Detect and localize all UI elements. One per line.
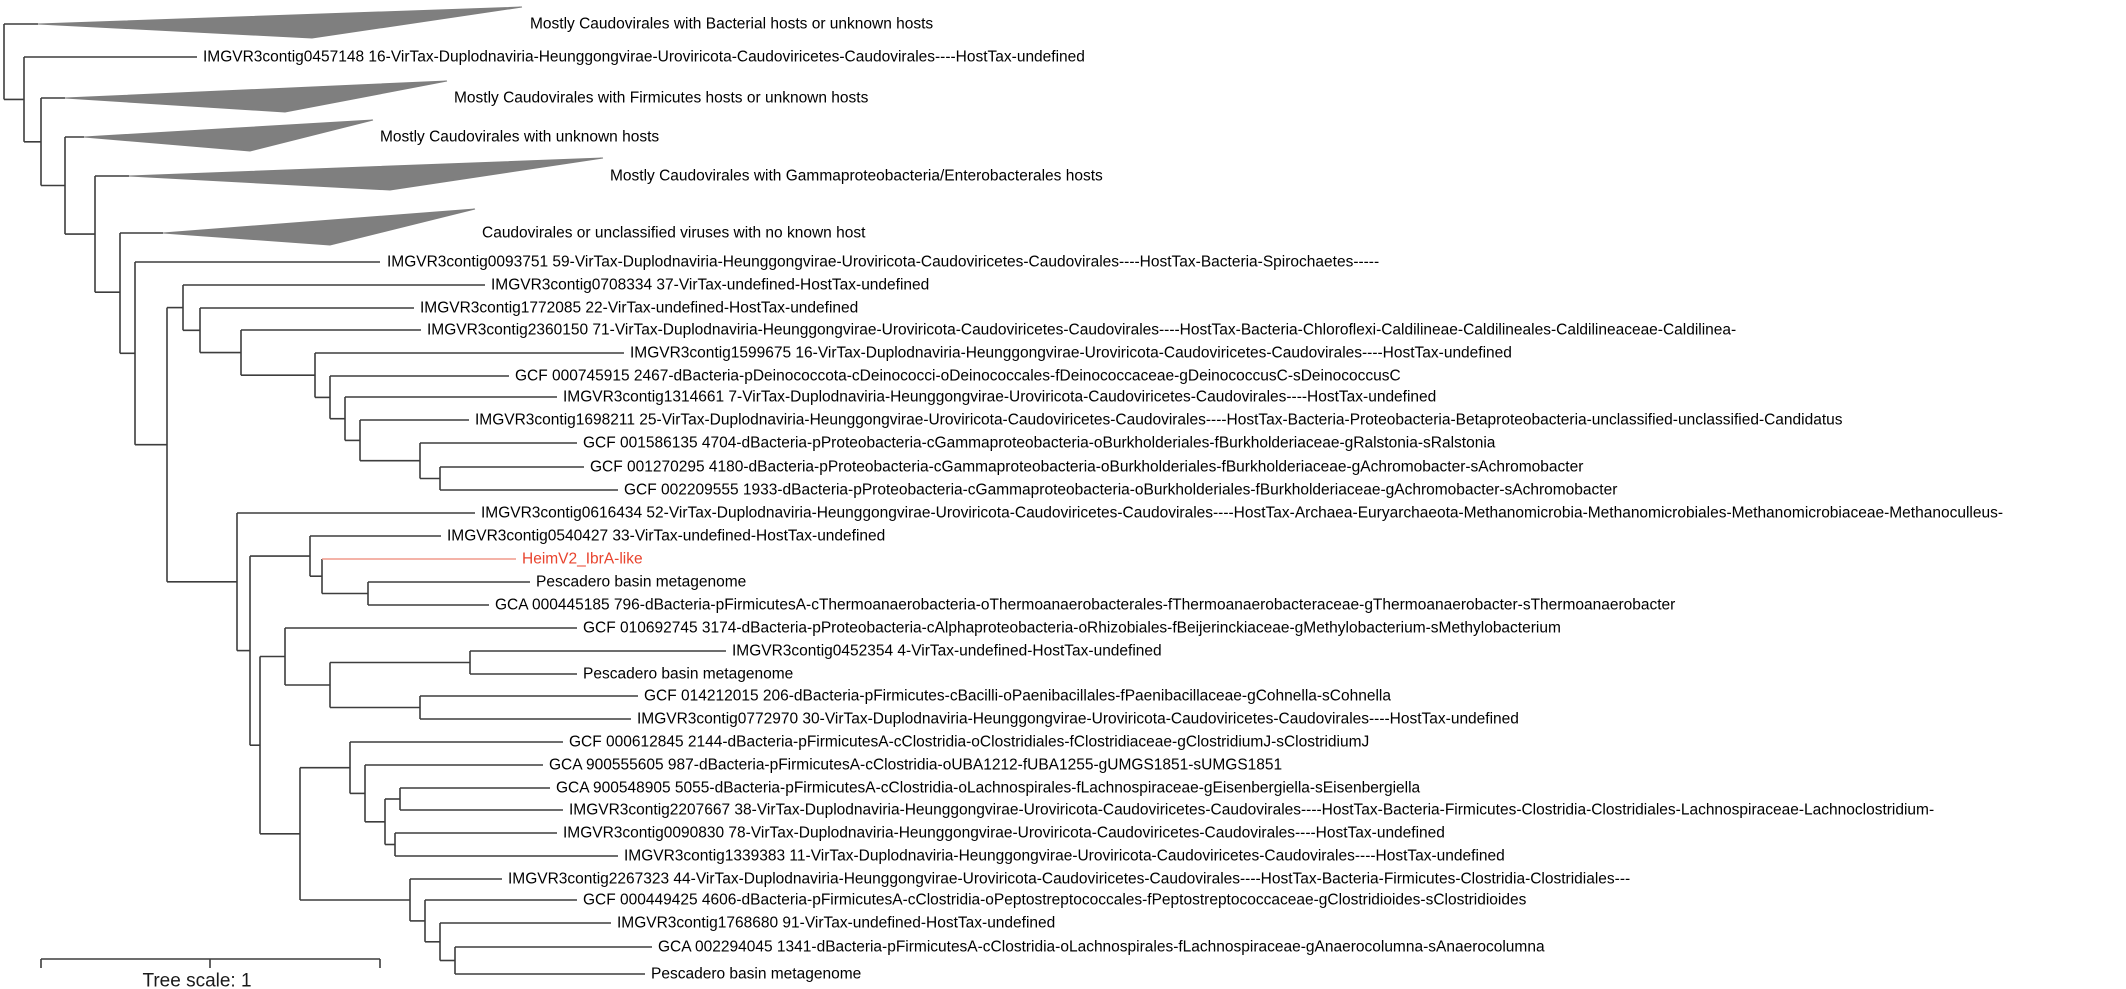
leaf-label: IMGVR3contig0540427 33-VirTax-undefined-HostTax-undefined [447, 527, 886, 545]
clade-label: Mostly Caudovirales with Gammaproteobacteria/Enterobacterales hosts [610, 167, 1103, 185]
collapsed-clade-triangle [38, 7, 522, 38]
leaf-label: GCF 000449425 4606-dBacteria-pFirmicutesA-cClostridia-oPeptostreptococcales-fPeptostreptococcaceae-gClostridioides-sClostridioides [583, 891, 1527, 909]
leaf-label: IMGVR3contig1339383 11-VirTax-Duplodnaviria-Heunggongvirae-Uroviricota-Caudoviricetes-Caudovirales----HostTax-undefined [624, 847, 1505, 865]
leaf-label: IMGVR3contig0090830 78-VirTax-Duplodnaviria-Heunggongvirae-Uroviricota-Caudoviricetes-Caudovirales----HostTax-undefined [563, 824, 1445, 842]
leaf-label: Pescadero basin metagenome [651, 965, 862, 983]
collapsed-clade-triangle [65, 81, 447, 112]
leaf-label: Pescadero basin metagenome [583, 665, 794, 683]
leaf-label: IMGVR3contig2207667 38-VirTax-Duplodnaviria-Heunggongvirae-Uroviricota-Caudoviricetes-Caudovirales----HostTax-Bacteria-Firmicutes-Clostridia-Clostridiales-Lachnospiraceae-Lachnoclostridium- [569, 801, 1935, 819]
leaf-label: IMGVR3contig0093751 59-VirTax-Duplodnaviria-Heunggongvirae-Uroviricota-Caudoviricetes-Caudovirales----HostTax-Bacteria-Spirochaetes----- [387, 253, 1380, 271]
leaf-label: IMGVR3contig1772085 22-VirTax-undefined-HostTax-undefined [420, 299, 859, 317]
leaf-label: GCA 000445185 796-dBacteria-pFirmicutesA-cThermoanaerobacteria-oThermoanaerobacterales-fThermoanaerobacteraceae-gThermoanaerobacter-sThermoanaerobacter [495, 596, 1676, 614]
leaf-label: IMGVR3contig1768680 91-VirTax-undefined-HostTax-undefined [617, 914, 1056, 932]
leaf-label: IMGVR3contig2360150 71-VirTax-Duplodnaviria-Heunggongvirae-Uroviricota-Caudoviricetes-Caudovirales----HostTax-Bacteria-Chloroflexi-Caldilineae-Caldilineales-Caldilineaceae-Caldilinea- [427, 321, 1737, 339]
leaf-label: GCA 002294045 1341-dBacteria-pFirmicutesA-cClostridia-oLachnospirales-fLachnospiraceae-gAnaerocolumna-sAnaerocolumna [658, 938, 1545, 956]
leaf-label: IMGVR3contig0708334 37-VirTax-undefined-HostTax-undefined [491, 276, 930, 294]
leaf-label: GCF 001586135 4704-dBacteria-pProteobacteria-cGammaproteobacteria-oBurkholderiales-fBurkholderiaceae-gRalstonia-sRalstonia [583, 434, 1496, 452]
clade-label: Mostly Caudovirales with Bacterial hosts or unknown hosts [530, 15, 934, 33]
tree-scale-label: Tree scale: 1 [142, 970, 252, 989]
leaf-label: GCA 900555605 987-dBacteria-pFirmicutesA-cClostridia-oUBA1212-fUBA1255-gUMGS1851-sUMGS1851 [549, 756, 1283, 774]
leaf-label: GCF 000612845 2144-dBacteria-pFirmicutesA-cClostridia-oClostridiales-fClostridiaceae-gClostridiumJ-sClostridiumJ [569, 733, 1370, 751]
leaf-label: GCF 010692745 3174-dBacteria-pProteobacteria-cAlphaproteobacteria-oRhizobiales-fBeijerinckiaceae-gMethylobacterium-sMethylobacterium [583, 619, 1561, 637]
collapsed-clade-triangle [163, 209, 475, 245]
clade-label: Mostly Caudovirales with Firmicutes hosts or unknown hosts [454, 89, 869, 107]
clade-label: Mostly Caudovirales with unknown hosts [380, 128, 660, 146]
collapsed-clade-triangle [84, 120, 373, 151]
leaf-label: GCF 014212015 206-dBacteria-pFirmicutes-cBacilli-oPaenibacillales-fPaenibacillaceae-gCohnella-sCohnella [644, 687, 1391, 705]
leaf-label: IMGVR3contig0772970 30-VirTax-Duplodnaviria-Heunggongvirae-Uroviricota-Caudoviricetes-Caudovirales----HostTax-undefined [637, 710, 1519, 728]
leaf-label: IMGVR3contig1314661 7-VirTax-Duplodnaviria-Heunggongvirae-Uroviricota-Caudoviricetes-Caudovirales----HostTax-undefined [563, 388, 1437, 406]
leaf-label: IMGVR3contig0457148 16-VirTax-Duplodnaviria-Heunggongvirae-Uroviricota-Caudoviricetes-Caudovirales----HostTax-undefined [203, 48, 1085, 66]
leaf-label: GCF 000745915 2467-dBacteria-pDeinococcota-cDeinococci-oDeinococcales-fDeinococcaceae-gDeinococcusC-sDeinococcusC [515, 367, 1401, 385]
highlighted-leaf-label: HeimV2_IbrA-like [522, 550, 643, 568]
leaf-label: IMGVR3contig1599675 16-VirTax-Duplodnaviria-Heunggongvirae-Uroviricota-Caudoviricetes-Caudovirales----HostTax-undefined [630, 344, 1512, 362]
leaf-label: GCF 002209555 1933-dBacteria-pProteobacteria-cGammaproteobacteria-oBurkholderiales-fBurkholderiaceae-gAchromobacter-sAchromobacter [624, 481, 1618, 499]
leaf-label: Pescadero basin metagenome [536, 573, 747, 591]
leaf-label: GCA 900548905 5055-dBacteria-pFirmicutesA-cClostridia-oLachnospirales-fLachnospiraceae-gEisenbergiella-sEisenbergiella [556, 779, 1421, 797]
clade-label: Caudovirales or unclassified viruses with no known host [482, 224, 866, 242]
leaf-label: IMGVR3contig0452354 4-VirTax-undefined-HostTax-undefined [732, 642, 1162, 660]
leaf-label: IMGVR3contig0616434 52-VirTax-Duplodnaviria-Heunggongvirae-Uroviricota-Caudoviricetes-Caudovirales----HostTax-Archaea-Euryarchaeota-Methanomicrobia-Methanomicrobiales-Methanomicrobiaceae-Methanoculleus- [481, 504, 2003, 522]
leaf-label: GCF 001270295 4180-dBacteria-pProteobacteria-cGammaproteobacteria-oBurkholderiales-fBurkholderiaceae-gAchromobacter-sAchromobacter [590, 458, 1584, 476]
leaf-label: IMGVR3contig2267323 44-VirTax-Duplodnaviria-Heunggongvirae-Uroviricota-Caudoviricetes-Caudovirales----HostTax-Bacteria-Firmicutes-Clostridia-Clostridiales--- [508, 870, 1631, 888]
collapsed-clade-triangle [129, 158, 603, 190]
leaf-label: IMGVR3contig1698211 25-VirTax-Duplodnaviria-Heunggongvirae-Uroviricota-Caudoviricetes-Caudovirales----HostTax-Bacteria-Proteobacteria-Betaproteobacteria-unclassified-unclassified-Candidatus [475, 411, 1843, 429]
